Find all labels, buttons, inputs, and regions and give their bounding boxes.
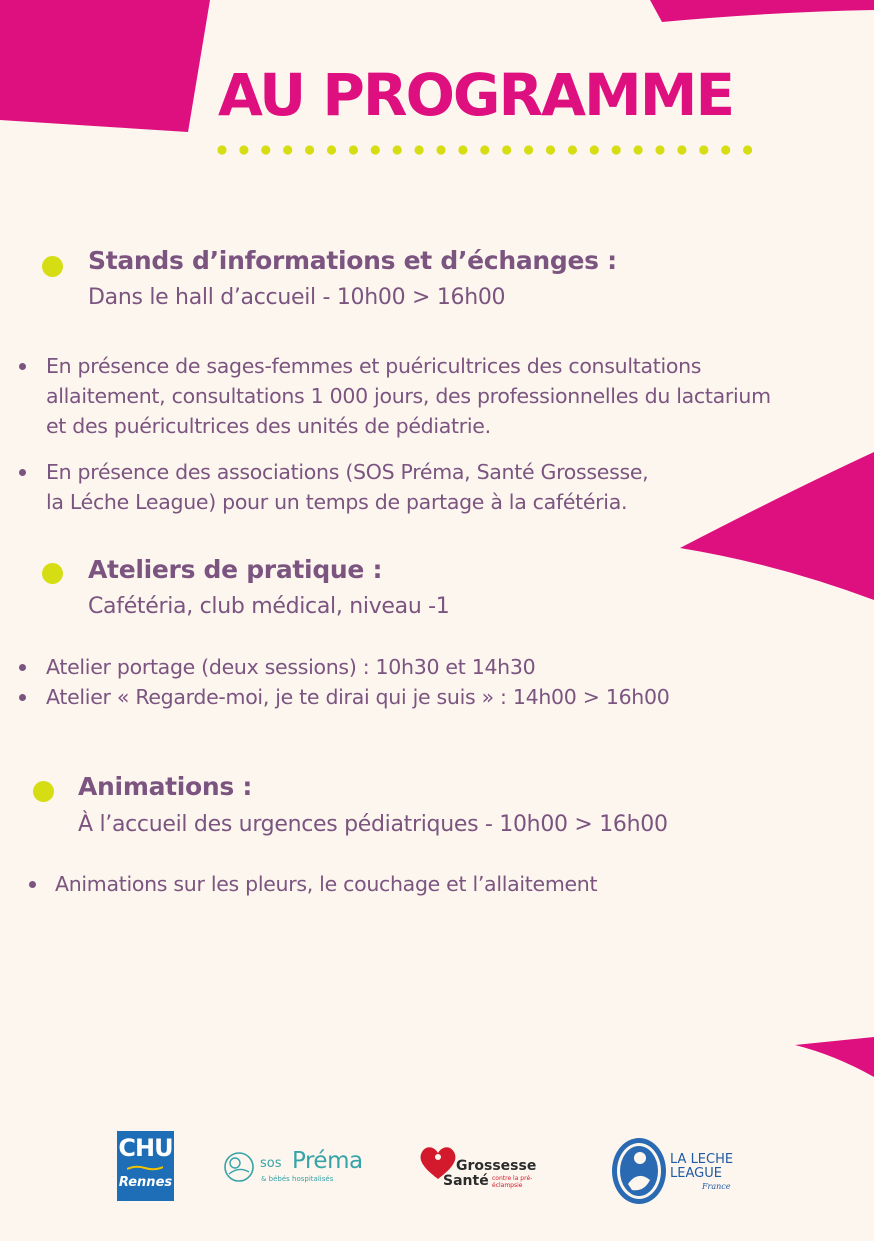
section-location: Cafétéria, club médical, niveau -1 (88, 594, 450, 619)
underline-dot (546, 145, 555, 154)
underline-dot (655, 145, 664, 154)
list-item: Atelier « Regarde-moi, je te dirai qui je suis » : 14h00 > 16h00 (46, 685, 670, 709)
section-heading: Stands d’informations et d’échanges : (88, 246, 617, 275)
underline-dot (634, 145, 643, 154)
underline-dot (568, 145, 577, 154)
list-item: Animations sur les pleurs, le couchage et l’allaitement (55, 872, 598, 896)
heading-bullet-icon (42, 563, 63, 584)
corner-shape-top-right (650, 0, 874, 25)
page-title: AU PROGRAMME (218, 61, 734, 129)
underline-dot (677, 145, 686, 154)
bullet-icon (19, 694, 26, 701)
section-location: À l’accueil des urgences pédiatriques - 10h00 > 16h00 (78, 812, 668, 837)
underline-dot (217, 145, 226, 154)
list-item: Atelier portage (deux sessions) : 10h30 et 14h30 (46, 655, 536, 679)
underline-dot (393, 145, 402, 154)
right-shape-bottom (795, 1035, 874, 1080)
right-shape-middle (678, 452, 874, 602)
underline-dot (590, 145, 599, 154)
underline-dot (458, 145, 467, 154)
heading-bullet-icon (42, 256, 63, 277)
heading-bullet-icon (33, 781, 54, 802)
bullet-icon (19, 363, 26, 370)
underline-dot (480, 145, 489, 154)
underline-dot (721, 145, 730, 154)
underline-dot (305, 145, 314, 154)
la-leche-league-logo: LA LECHE LEAGUE France (610, 1136, 745, 1208)
underline-dot (327, 145, 336, 154)
underline-dot (415, 145, 424, 154)
section-heading: Ateliers de pratique : (88, 555, 383, 584)
underline-dot (283, 145, 292, 154)
sos-prema-logo: sos Préma & bébés hospitalisés (220, 1148, 375, 1188)
underline-dot (239, 145, 248, 154)
bullet-icon (29, 881, 36, 888)
underline-dot (371, 145, 380, 154)
list-item: En présence de sages-femmes et puéricultrices des consultations allaitement, consultations 1 000 jours, des professionnelles du lactarium et des puéricultrices des unités de pédiatrie. (46, 354, 771, 438)
bullet-icon (19, 469, 26, 476)
bullet-icon (19, 664, 26, 671)
underline-dot (524, 145, 533, 154)
underline-dot (349, 145, 358, 154)
grossesse-sante-logo: Grossesse Santé contre la pré-éclampsie (418, 1145, 543, 1195)
dotted-underline (214, 142, 754, 158)
underline-dot (261, 145, 270, 154)
section-heading: Animations : (78, 772, 253, 801)
underline-dot (612, 145, 621, 154)
mother-child-icon (610, 1136, 668, 1206)
baby-icon (220, 1150, 258, 1184)
wave-icon (127, 1165, 163, 1171)
underline-dot (699, 145, 708, 154)
underline-dot (436, 145, 445, 154)
chu-rennes-logo: CHU Rennes (117, 1131, 174, 1201)
section-location: Dans le hall d’accueil - 10h00 > 16h00 (88, 285, 506, 310)
corner-shape-top-left (0, 0, 215, 135)
list-item: En présence des associations (SOS Préma, Santé Grossesse, la Léche League) pour un temps de partage à la cafétéria. (46, 460, 649, 514)
underline-dot (743, 145, 752, 154)
underline-dot (502, 145, 511, 154)
